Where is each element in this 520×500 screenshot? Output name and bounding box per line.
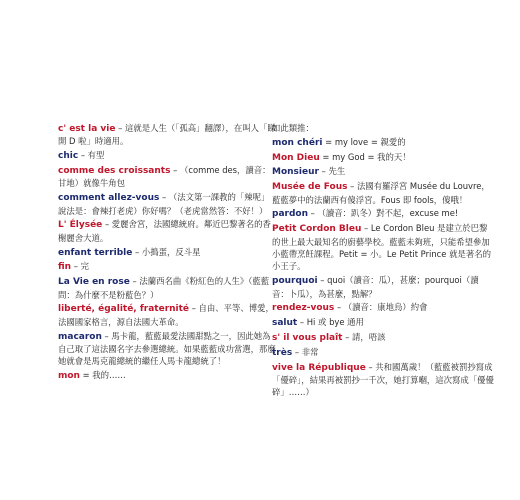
- glossary-term: pardon: [272, 209, 308, 220]
- glossary-term: L' Élysée: [58, 220, 103, 231]
- glossary-term: mon: [58, 371, 80, 382]
- glossary-entry: [58, 191, 276, 217]
- glossary-entry: [272, 207, 494, 220]
- glossary-definition: – 小搗蛋，反斗星: [132, 246, 201, 257]
- glossary-term: Mon Dieu: [272, 152, 320, 163]
- glossary-definition: = 我的……: [79, 370, 126, 381]
- glossary-term: La Vie en rose: [58, 277, 130, 288]
- glossary-entry: [58, 330, 276, 368]
- glossary-entry: [272, 222, 494, 273]
- glossary-definition: – quoi（讀音：瓜），甚麼；pourquoi（讀音：卜瓜），為甚麼，點解？: [272, 275, 479, 299]
- glossary-definition: – 自由、平等、博愛，法國國家格言，源自法國大革命。: [58, 303, 274, 327]
- glossary-definition: – 非常: [292, 346, 319, 357]
- glossary-definition: – 有型: [78, 150, 105, 161]
- glossary-definition: = my love = 親愛的: [322, 136, 406, 147]
- glossary-definition: – 請，唔該: [342, 332, 386, 342]
- glossary-entry: [272, 165, 494, 178]
- glossary-entry: [272, 316, 494, 329]
- glossary-definition: – 這就是人生（「孤高」翻譯），在叫人「睇開 D 啦」時適用。: [58, 123, 276, 147]
- glossary-term: Petit Cordon Bleu: [272, 224, 362, 235]
- glossary-entry: [272, 301, 494, 314]
- glossary-definition: – Le Cordon Bleu 是建立於巴黎的世上最大最知名的廚藝學校。藍藍未夠班，只能希望參加小藍帶烹飪課程。Petit = 小。Le Petit Prince 就是著名的小王子。: [272, 223, 491, 272]
- glossary-entry: [58, 275, 276, 301]
- glossary-term: pourquoi: [272, 276, 318, 287]
- glossary-entry: [58, 164, 276, 190]
- glossary-definition: – （法文第一課教的「辣呢」說法是：會辣打老虎）你好嗎？（老虎當然答：不好！）: [58, 192, 270, 216]
- glossary-term: comment allez-vous: [58, 193, 160, 204]
- glossary-entry: [58, 260, 276, 273]
- glossary-entry: [272, 151, 494, 164]
- glossary-entry: [272, 274, 494, 300]
- glossary-term: comme des croissants: [58, 166, 171, 176]
- right-column: [272, 122, 494, 400]
- glossary-term: Monsieur: [272, 167, 319, 178]
- glossary-definition: – 共和國萬歲！（藍藍被罰抄寫成「優碎」，結果再被罰抄一千次，她打算嗰，這次寫成「優優碎」……）: [272, 361, 494, 398]
- glossary-entry: [272, 346, 494, 359]
- glossary-term: rendez-vous: [272, 303, 335, 314]
- glossary-entry: [58, 369, 276, 382]
- glossary-term: enfant terrible: [58, 247, 133, 258]
- glossary-term: c' est la vie: [58, 124, 116, 134]
- glossary-term: très: [272, 347, 293, 358]
- glossary-term: chic: [58, 151, 79, 162]
- glossary-definition: – 馬卡龍，藍藍最愛法國甜點之一，因此她為自己取了這法國名字去參選總統。如果藍藍成功當選，那麼她就會是馬克龍總統的繼任人馬卡龍總統了！: [58, 330, 276, 367]
- glossary-entry: [58, 302, 276, 328]
- glossary-term: fin: [58, 262, 72, 273]
- glossary-definition: – Hi 或 bye 通用: [297, 317, 364, 328]
- glossary-term: mon chéri: [272, 137, 323, 148]
- glossary-term: s' il vous plaît: [272, 333, 343, 343]
- glossary-term: Musée de Fous: [272, 182, 348, 193]
- glossary-entry: [58, 122, 276, 148]
- glossary-definition: – （讀音：康地烏）約會: [334, 302, 428, 313]
- glossary-definition: – 愛麗舍宮，法國總統府。鄰近巴黎著名的香榭麗舍大道。: [58, 219, 271, 243]
- glossary-entry: [58, 218, 276, 244]
- glossary-term: liberté, égalité, fraternité: [58, 304, 190, 315]
- glossary-entry: [272, 136, 494, 149]
- right-intro: 如此類推：: [272, 123, 314, 133]
- glossary-entry: [58, 246, 276, 259]
- glossary-entry: [272, 361, 494, 399]
- glossary-term: vive la République: [272, 362, 366, 373]
- glossary-definition: – 完: [71, 261, 89, 272]
- glossary-definition: – （讀音：趴冬）對不起，excuse me!: [308, 208, 459, 219]
- glossary-definition: – （comme des，讀音：甘地）就像牛角包: [58, 165, 271, 189]
- glossary-definition: – 法國有羅浮宮 Musée du Louvre，藍藍夢中的法蘭西有傻浮宮。Fous 即 fools，傻哦！: [272, 181, 490, 205]
- left-column: [58, 122, 276, 384]
- glossary-definition: – 法蘭西名曲《粉紅色的人生》（藍藍問：為什麼不是粉藍色？）: [58, 276, 270, 300]
- glossary-definition: = my God = 我的天！: [319, 151, 411, 162]
- glossary-entry: [58, 149, 276, 162]
- glossary-definition: – 先生: [318, 166, 346, 177]
- glossary-entry: [272, 180, 494, 206]
- glossary-term: macaron: [58, 331, 102, 342]
- glossary-term: salut: [272, 318, 298, 329]
- glossary-entry: [272, 331, 494, 344]
